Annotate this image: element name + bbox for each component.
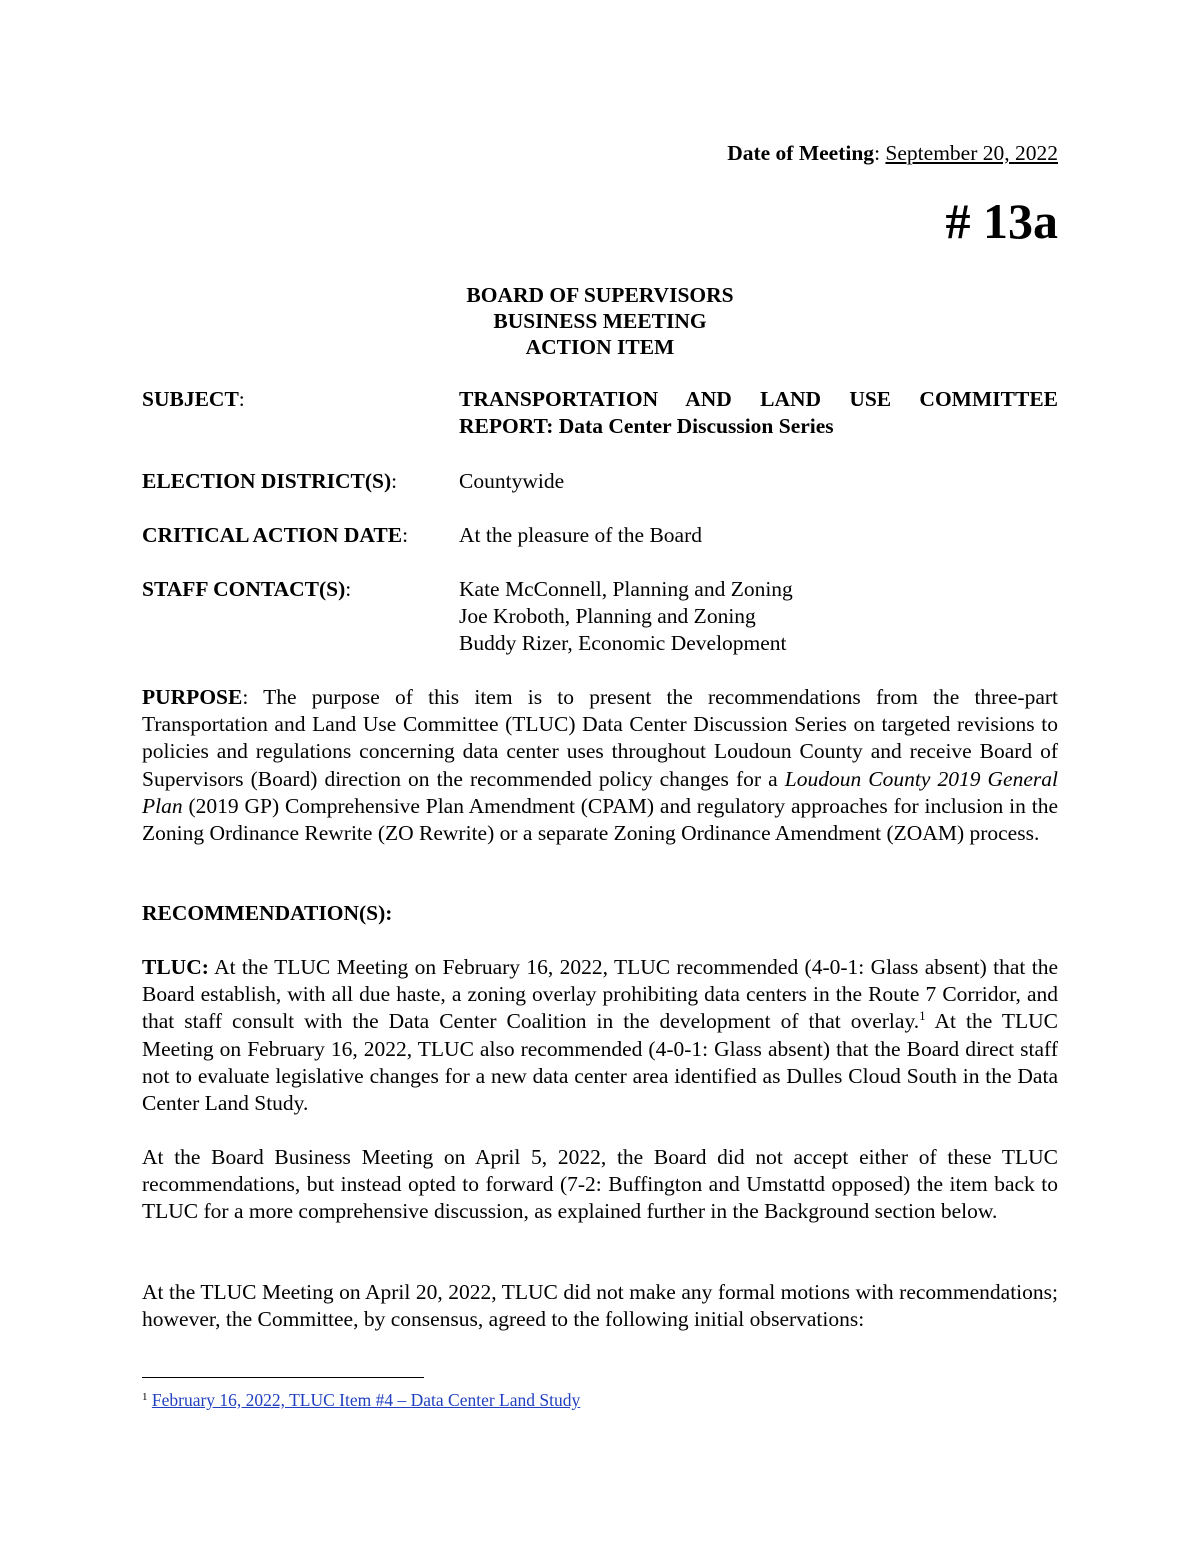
- staff-contact: Joe Kroboth, Planning and Zoning: [459, 604, 756, 628]
- recommendations-heading: RECOMMENDATION(S):: [142, 901, 393, 925]
- subject-line-2: REPORT: Data Center Discussion Series: [459, 414, 834, 438]
- staff-contact: Buddy Rizer, Economic Development: [459, 631, 787, 655]
- april-meeting-paragraph: At the TLUC Meeting on April 20, 2022, TLUC did not make any formal motions with recommendations; however, the Committee, by consensus, agreed to the following initial observations:: [142, 1280, 1058, 1332]
- item-number: # 13a: [945, 193, 1058, 249]
- meeting-date-value: September 20, 2022: [885, 141, 1058, 165]
- document-heading: [459, 282, 741, 360]
- meeting-date-separator: :: [874, 141, 886, 165]
- purpose-label: PURPOSE: [142, 685, 243, 709]
- footnote: [142, 1389, 580, 1411]
- purpose-paragraph: PURPOSE: The purpose of this item is to present the recommendations from the three-part Transportation and Land Use Committee (TLUC) Data Center Discussion Series on targeted revisions to policies and regulations concerning data center uses throughout Loudoun County and receive Board of Supervisors (Board) direction on the recommended policy changes for a Loudoun County 2019 General Plan (2019 GP) Comprehensive Plan Amendment (CPAM) and regulatory approaches for inclusion in the Zoning Ordinance Rewrite (ZO Rewrite) or a separate Zoning Ordinance Amendment (ZOAM) process.: [142, 685, 1058, 846]
- subject-value: [459, 386, 1058, 440]
- general-plan-title: Loudoun County 2019 General Plan: [142, 766, 1058, 818]
- tluc-label: TLUC:: [142, 955, 209, 979]
- subject-line-1: TRANSPORTATION AND LAND USE COMMITTEE: [459, 387, 1058, 411]
- staff-contacts-label: STAFF CONTACT(S):: [142, 577, 352, 601]
- footnote-divider: [142, 1377, 424, 1378]
- critical-action-date-value: At the pleasure of the Board: [459, 523, 702, 547]
- heading-line-meeting: BUSINESS MEETING: [493, 309, 707, 333]
- footnote-link[interactable]: February 16, 2022, TLUC Item #4 – Data Center Land Study: [151, 1390, 581, 1410]
- meeting-date: [727, 141, 1058, 166]
- critical-action-date-label: CRITICAL ACTION DATE:: [142, 523, 409, 547]
- heading-line-board: BOARD OF SUPERVISORS: [466, 283, 734, 307]
- footnote-reference[interactable]: 1: [919, 1008, 926, 1024]
- board-meeting-paragraph: At the Board Business Meeting on April 5, 2022, the Board did not accept either of these TLUC recommendations, but instead opted to forward (7-2: Buffington and Umstattd opposed) the item back to TLUC for a more comprehensive discussion, as explained further in the Background section below.: [142, 1145, 1058, 1224]
- heading-line-action: ACTION ITEM: [525, 335, 675, 359]
- election-district-value: Countywide: [459, 469, 565, 493]
- staff-contact: Kate McConnell, Planning and Zoning: [459, 577, 793, 601]
- election-district-label: ELECTION DISTRICT(S):: [142, 469, 398, 493]
- tluc-recommendation-paragraph: TLUC: At the TLUC Meeting on February 16, 2022, TLUC recommended (4-0-1: Glass absent) that the Board establish, with all due haste, a zoning overlay prohibiting data centers in the Route 7 Corridor, and that staff consult with the Data Center Coalition in the development of that overlay.$^1$ At the TLUC Meeting on February 16, 2022, TLUC also recommended (4-0-1: Glass absent) that the Board direct staff not to evaluate legislative changes for a new data center area identified as Dulles Cloud South in the Data Center Land Study.: [142, 955, 1058, 1116]
- subject-label: SUBJECT:: [142, 387, 245, 411]
- meeting-date-label: Date of Meeting: [727, 141, 875, 165]
- staff-contacts-list: [459, 576, 1058, 657]
- footnote-number: 1: [142, 1391, 148, 1403]
